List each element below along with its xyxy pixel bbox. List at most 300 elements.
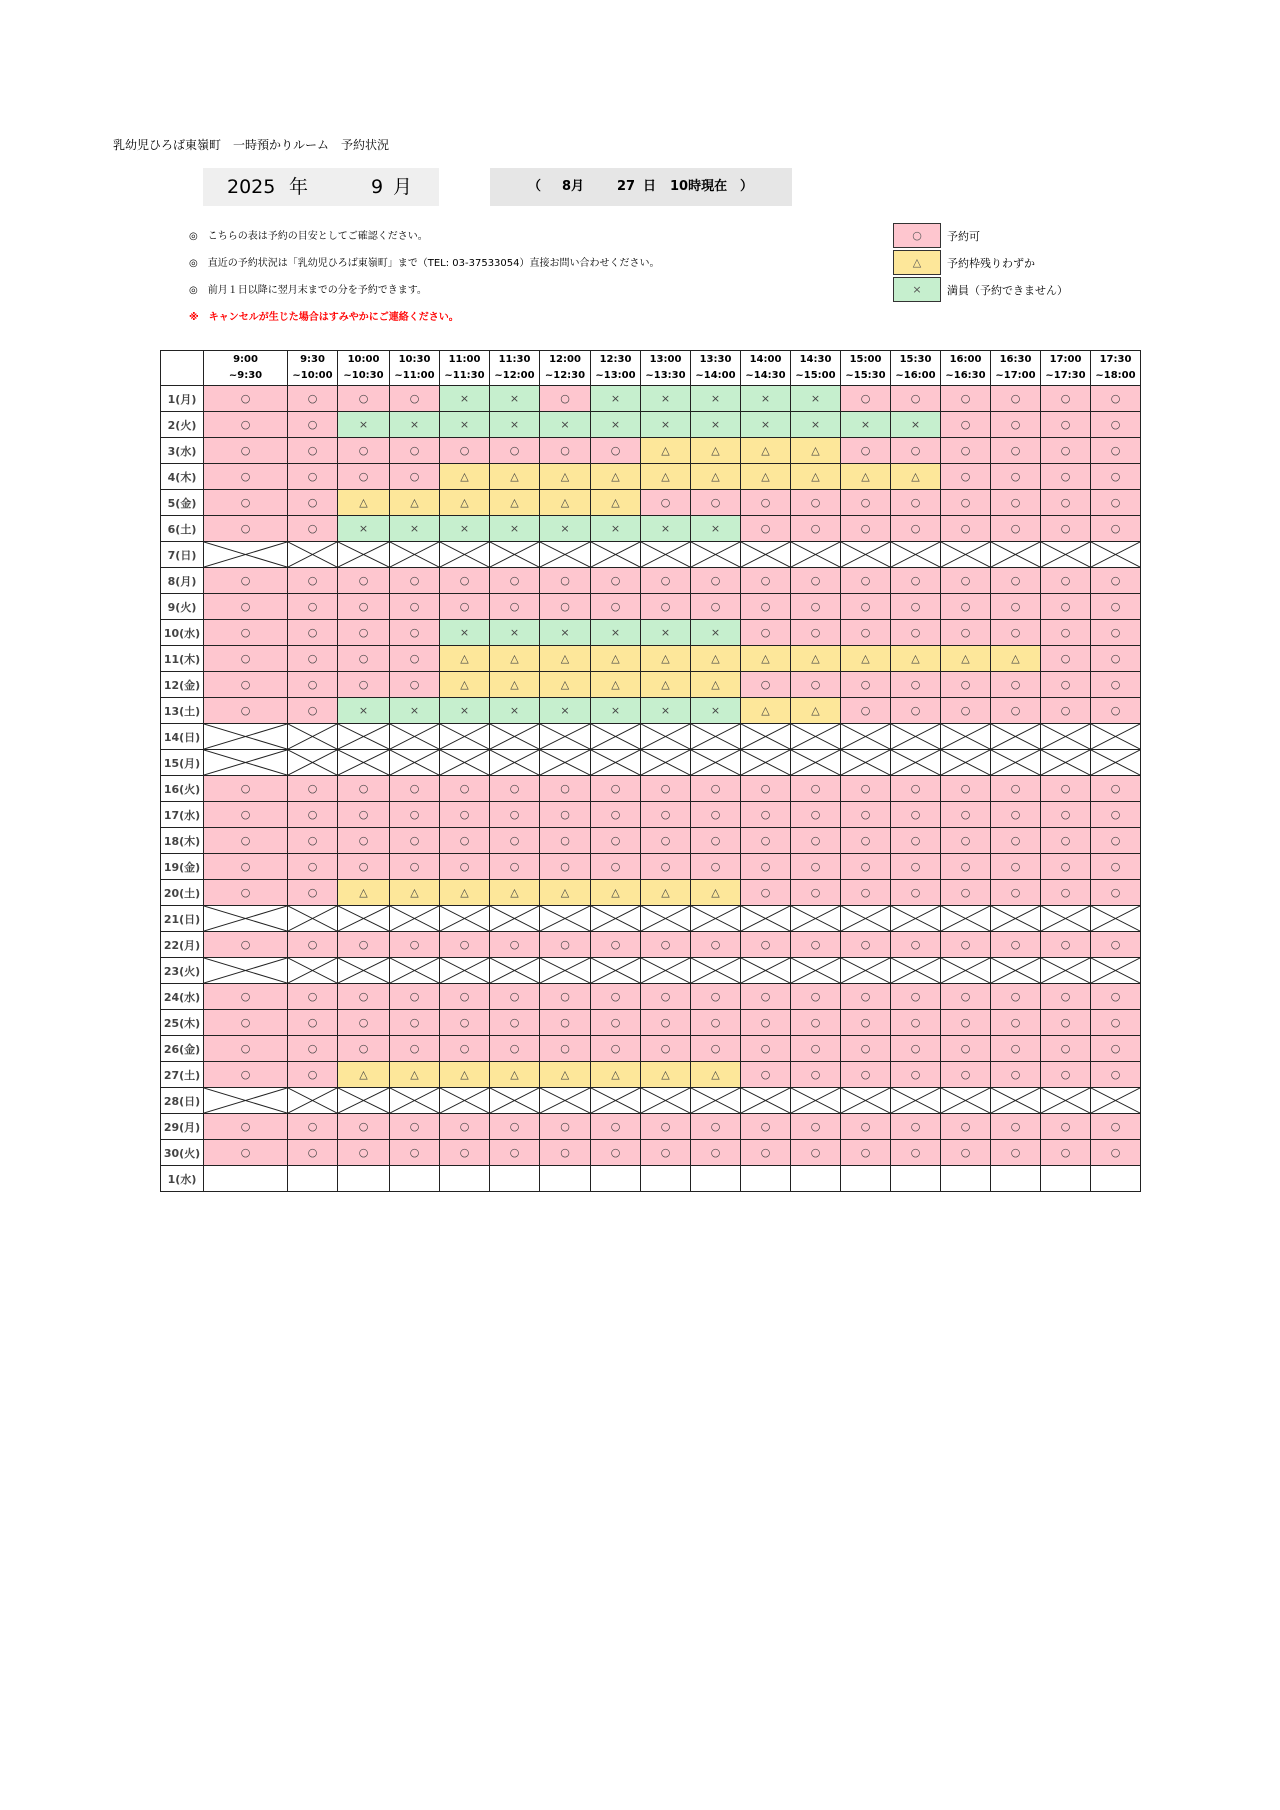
slot-full: ×: [691, 412, 741, 438]
slot-available: ○: [1091, 568, 1141, 594]
slot-available: ○: [841, 854, 891, 880]
slot-few-left: △: [540, 880, 591, 906]
closed-cross-icon: [204, 542, 287, 567]
slot-available: ○: [641, 776, 691, 802]
slot-available: ○: [288, 672, 338, 698]
slot-available: ○: [390, 1140, 440, 1166]
slot-closed: [691, 724, 741, 750]
closed-cross-icon: [591, 750, 640, 775]
slot-available: ○: [991, 386, 1041, 412]
closed-cross-icon: [204, 1088, 287, 1113]
slot-empty: [490, 1166, 540, 1192]
slot-available: ○: [204, 568, 288, 594]
slot-available: ○: [841, 672, 891, 698]
slot-available: ○: [1091, 880, 1141, 906]
legend-full: [893, 276, 1068, 303]
slot-available: ○: [991, 412, 1041, 438]
time-slot-start: 13:30: [699, 354, 732, 365]
slot-few-left: △: [691, 672, 741, 698]
slot-available: ○: [591, 854, 641, 880]
slot-closed: [490, 724, 540, 750]
slot-available: ○: [841, 594, 891, 620]
closed-cross-icon: [641, 724, 690, 749]
slot-available: ○: [741, 1036, 791, 1062]
slot-few-left: △: [641, 672, 691, 698]
table-row: [161, 1114, 1141, 1140]
slot-closed: [288, 542, 338, 568]
slot-available: ○: [741, 568, 791, 594]
slot-available: ○: [440, 594, 490, 620]
slot-empty: [1091, 1166, 1141, 1192]
slot-closed: [941, 906, 991, 932]
slot-available: ○: [991, 932, 1041, 958]
table-row: [161, 620, 1141, 646]
closed-cross-icon: [440, 724, 489, 749]
slot-available: ○: [1041, 594, 1091, 620]
slot-closed: [941, 958, 991, 984]
slot-available: ○: [390, 386, 440, 412]
slot-available: ○: [791, 776, 841, 802]
slot-available: ○: [741, 828, 791, 854]
slot-available: ○: [490, 984, 540, 1010]
table-row: [161, 386, 1141, 412]
slot-few-left: △: [941, 646, 991, 672]
slot-empty: [288, 1166, 338, 1192]
legend-label-available: 予約可: [947, 229, 980, 243]
slot-closed: [691, 750, 741, 776]
slot-full: ×: [390, 698, 440, 724]
time-slot-end: ~14:30: [745, 370, 786, 381]
slot-available: ○: [338, 672, 390, 698]
slot-available: ○: [591, 776, 641, 802]
month-value: 9: [371, 176, 384, 198]
slot-available: ○: [891, 620, 941, 646]
slot-closed: [941, 542, 991, 568]
slot-available: ○: [891, 386, 941, 412]
time-slot-header: [991, 351, 1041, 386]
slot-available: ○: [1041, 1010, 1091, 1036]
slot-closed: [490, 542, 540, 568]
slot-available: ○: [288, 516, 338, 542]
slot-available: ○: [741, 594, 791, 620]
slot-closed: [891, 958, 941, 984]
slot-available: ○: [540, 594, 591, 620]
slot-available: ○: [941, 1036, 991, 1062]
time-slot-end: ~13:30: [645, 370, 686, 381]
slot-empty: [338, 1166, 390, 1192]
closed-cross-icon: [591, 958, 640, 983]
slot-closed: [1041, 1088, 1091, 1114]
slot-available: ○: [991, 1114, 1041, 1140]
slot-closed: [891, 542, 941, 568]
slot-available: ○: [540, 932, 591, 958]
slot-available: ○: [288, 464, 338, 490]
slot-available: ○: [1041, 1114, 1091, 1140]
slot-few-left: △: [591, 1062, 641, 1088]
slot-empty: [1041, 1166, 1091, 1192]
slot-available: ○: [338, 568, 390, 594]
slot-available: ○: [1041, 932, 1091, 958]
slot-available: ○: [741, 984, 791, 1010]
table-row: [161, 906, 1141, 932]
slot-available: ○: [204, 464, 288, 490]
slot-available: ○: [941, 802, 991, 828]
slot-few-left: △: [791, 646, 841, 672]
slot-available: ○: [741, 516, 791, 542]
day-label: 4(木): [161, 464, 204, 490]
slot-available: ○: [941, 412, 991, 438]
time-slot-end: ~18:00: [1095, 370, 1136, 381]
slot-available: ○: [691, 594, 741, 620]
slot-few-left: △: [891, 464, 941, 490]
slot-available: ○: [941, 438, 991, 464]
slot-few-left: △: [741, 438, 791, 464]
time-slot-start: 16:30: [999, 354, 1032, 365]
slot-full: ×: [591, 620, 641, 646]
slot-closed: [490, 906, 540, 932]
slot-few-left: △: [540, 646, 591, 672]
closed-cross-icon: [288, 542, 337, 567]
slot-available: ○: [1091, 386, 1141, 412]
slot-available: ○: [440, 1036, 490, 1062]
slot-available: ○: [288, 984, 338, 1010]
slot-available: ○: [741, 490, 791, 516]
slot-available: ○: [288, 776, 338, 802]
slot-available: ○: [540, 828, 591, 854]
slot-available: ○: [941, 698, 991, 724]
table-row: [161, 984, 1141, 1010]
closed-cross-icon: [204, 750, 287, 775]
slot-available: ○: [288, 802, 338, 828]
closed-cross-icon: [440, 1088, 489, 1113]
slot-available: ○: [791, 828, 841, 854]
slot-available: ○: [540, 386, 591, 412]
slot-closed: [891, 724, 941, 750]
slot-few-left: △: [490, 1062, 540, 1088]
closed-cross-icon: [741, 750, 790, 775]
slot-available: ○: [440, 854, 490, 880]
slot-closed: [288, 724, 338, 750]
slot-closed: [791, 542, 841, 568]
table-row: [161, 1088, 1141, 1114]
slot-few-left: △: [490, 646, 540, 672]
time-slot-header: [691, 351, 741, 386]
slot-closed: [1091, 750, 1141, 776]
slot-available: ○: [891, 672, 941, 698]
slot-closed: [540, 542, 591, 568]
legend: [893, 222, 1068, 303]
slot-closed: [591, 724, 641, 750]
slot-available: ○: [390, 932, 440, 958]
slot-available: ○: [288, 594, 338, 620]
slot-available: ○: [1091, 984, 1141, 1010]
slot-available: ○: [1041, 620, 1091, 646]
slot-closed: [540, 724, 591, 750]
slot-available: ○: [288, 854, 338, 880]
closed-cross-icon: [540, 750, 590, 775]
table-row: [161, 698, 1141, 724]
slot-full: ×: [791, 412, 841, 438]
slot-available: ○: [841, 1140, 891, 1166]
time-slot-start: 14:30: [799, 354, 832, 365]
slot-closed: [1091, 906, 1141, 932]
slot-closed: [440, 724, 490, 750]
slot-available: ○: [1091, 490, 1141, 516]
time-slot-start: 9:30: [300, 354, 325, 365]
slot-closed: [991, 1088, 1041, 1114]
slot-closed: [440, 542, 490, 568]
slot-closed: [841, 958, 891, 984]
slot-available: ○: [1091, 776, 1141, 802]
slot-available: ○: [991, 1036, 1041, 1062]
closed-cross-icon: [204, 906, 287, 931]
slot-available: ○: [204, 698, 288, 724]
slot-available: ○: [991, 438, 1041, 464]
table-row: [161, 724, 1141, 750]
slot-closed: [540, 1088, 591, 1114]
slot-full: ×: [540, 698, 591, 724]
closed-cross-icon: [1091, 750, 1140, 775]
slot-available: ○: [791, 1062, 841, 1088]
slot-available: ○: [941, 516, 991, 542]
slot-closed: [1091, 542, 1141, 568]
slot-closed: [591, 958, 641, 984]
time-slot-end: ~12:00: [494, 370, 535, 381]
slot-few-left: △: [540, 464, 591, 490]
slot-available: ○: [941, 1114, 991, 1140]
slot-few-left: △: [841, 464, 891, 490]
slot-available: ○: [691, 1036, 741, 1062]
slot-available: ○: [204, 412, 288, 438]
slot-available: ○: [338, 776, 390, 802]
slot-available: ○: [1041, 880, 1091, 906]
note-booking-period: ◎ 前月１日以降に翌月末までの分を予約できます。: [189, 285, 427, 296]
slot-full: ×: [591, 516, 641, 542]
slot-few-left: △: [641, 880, 691, 906]
notes: [189, 230, 660, 338]
slot-few-left: △: [791, 698, 841, 724]
closed-cross-icon: [741, 958, 790, 983]
slot-available: ○: [288, 698, 338, 724]
slot-available: ○: [1041, 464, 1091, 490]
slot-full: ×: [741, 412, 791, 438]
slot-available: ○: [991, 594, 1041, 620]
table-row: [161, 1062, 1141, 1088]
slot-available: ○: [490, 802, 540, 828]
slot-available: ○: [1091, 646, 1141, 672]
slot-available: ○: [591, 438, 641, 464]
slot-available: ○: [941, 854, 991, 880]
slot-available: ○: [891, 802, 941, 828]
slot-closed: [841, 542, 891, 568]
closed-cross-icon: [1041, 958, 1090, 983]
slot-available: ○: [741, 932, 791, 958]
slot-closed: [338, 542, 390, 568]
slot-available: ○: [741, 620, 791, 646]
slot-available: ○: [941, 1140, 991, 1166]
slot-closed: [338, 750, 390, 776]
slot-available: ○: [204, 386, 288, 412]
slot-available: ○: [204, 802, 288, 828]
slot-available: ○: [204, 490, 288, 516]
slot-available: ○: [390, 828, 440, 854]
slot-few-left: △: [591, 464, 641, 490]
closed-cross-icon: [591, 724, 640, 749]
time-slot-start: 10:30: [398, 354, 431, 365]
slot-available: ○: [641, 594, 691, 620]
slot-few-left: △: [641, 646, 691, 672]
time-slot-end: ~15:00: [795, 370, 836, 381]
slot-available: ○: [591, 802, 641, 828]
time-slot-header: [791, 351, 841, 386]
slot-available: ○: [841, 932, 891, 958]
slot-available: ○: [204, 1140, 288, 1166]
note-contact: ◎ 直近の予約状況は「乳幼児ひろば東嶺町」まで（TEL: 03-37533054）直接お問い合わせください。: [189, 258, 660, 269]
slot-available: ○: [490, 438, 540, 464]
closed-cross-icon: [338, 724, 389, 749]
legend-swatch-available: ○: [893, 223, 941, 248]
day-label: 5(金): [161, 490, 204, 516]
closed-cross-icon: [741, 542, 790, 567]
closed-cross-icon: [440, 542, 489, 567]
slot-available: ○: [841, 516, 891, 542]
slot-available: ○: [991, 984, 1041, 1010]
slot-available: ○: [791, 620, 841, 646]
slot-closed: [741, 750, 791, 776]
slot-available: ○: [390, 776, 440, 802]
day-label: 9(火): [161, 594, 204, 620]
closed-cross-icon: [490, 750, 539, 775]
slot-available: ○: [941, 672, 991, 698]
legend-label-full: 満員（予約できません）: [947, 283, 1068, 297]
time-slot-start: 15:30: [899, 354, 932, 365]
slot-closed: [841, 724, 891, 750]
closed-cross-icon: [288, 750, 337, 775]
slot-available: ○: [1091, 672, 1141, 698]
table-row: [161, 412, 1141, 438]
closed-cross-icon: [991, 750, 1040, 775]
slot-available: ○: [1091, 698, 1141, 724]
as-of-open-paren: （: [528, 179, 542, 194]
slot-available: ○: [841, 1010, 891, 1036]
slot-available: ○: [991, 854, 1041, 880]
closed-cross-icon: [490, 958, 539, 983]
slot-available: ○: [941, 568, 991, 594]
slot-available: ○: [338, 646, 390, 672]
closed-cross-icon: [791, 750, 840, 775]
closed-cross-icon: [338, 1088, 389, 1113]
slot-full: ×: [591, 698, 641, 724]
slot-closed: [390, 542, 440, 568]
slot-full: ×: [591, 386, 641, 412]
slot-closed: [741, 542, 791, 568]
slot-closed: [338, 724, 390, 750]
slot-available: ○: [440, 828, 490, 854]
slot-empty: [741, 1166, 791, 1192]
time-slot-header: [440, 351, 490, 386]
slot-available: ○: [641, 490, 691, 516]
table-row: [161, 464, 1141, 490]
closed-cross-icon: [891, 958, 940, 983]
slot-closed: [891, 1088, 941, 1114]
closed-cross-icon: [490, 724, 539, 749]
slot-few-left: △: [540, 672, 591, 698]
slot-closed: [591, 1088, 641, 1114]
closed-cross-icon: [338, 750, 389, 775]
slot-available: ○: [490, 828, 540, 854]
slot-available: ○: [991, 802, 1041, 828]
table-row: [161, 594, 1141, 620]
time-slot-header: [841, 351, 891, 386]
slot-closed: [1091, 958, 1141, 984]
slot-available: ○: [204, 646, 288, 672]
slot-closed: [691, 1088, 741, 1114]
table-row: [161, 802, 1141, 828]
slot-closed: [338, 1088, 390, 1114]
slot-few-left: △: [440, 672, 490, 698]
time-slot-start: 13:00: [649, 354, 682, 365]
slot-available: ○: [1041, 1036, 1091, 1062]
time-slot-header: [941, 351, 991, 386]
slot-closed: [490, 958, 540, 984]
slot-full: ×: [440, 386, 490, 412]
slot-available: ○: [991, 698, 1041, 724]
time-slot-start: 15:00: [849, 354, 882, 365]
closed-cross-icon: [490, 906, 539, 931]
slot-available: ○: [1041, 646, 1091, 672]
slot-closed: [791, 906, 841, 932]
slot-full: ×: [490, 386, 540, 412]
slot-available: ○: [941, 386, 991, 412]
closed-cross-icon: [691, 958, 740, 983]
slot-available: ○: [390, 594, 440, 620]
year-unit: 年: [289, 176, 309, 198]
closed-cross-icon: [741, 906, 790, 931]
slot-full: ×: [641, 516, 691, 542]
schedule-body: [161, 386, 1141, 1192]
time-slot-header: [1091, 351, 1141, 386]
closed-cross-icon: [440, 750, 489, 775]
time-slot-header: [540, 351, 591, 386]
time-slot-start: 11:30: [498, 354, 531, 365]
closed-cross-icon: [540, 724, 590, 749]
slot-empty: [791, 1166, 841, 1192]
slot-available: ○: [641, 802, 691, 828]
slot-closed: [440, 958, 490, 984]
slot-closed: [841, 906, 891, 932]
slot-available: ○: [941, 1062, 991, 1088]
slot-available: ○: [941, 880, 991, 906]
slot-available: ○: [338, 854, 390, 880]
slot-closed: [1041, 724, 1091, 750]
slot-available: ○: [841, 490, 891, 516]
table-row: [161, 1166, 1141, 1192]
day-label: 21(日): [161, 906, 204, 932]
slot-available: ○: [791, 984, 841, 1010]
closed-cross-icon: [490, 542, 539, 567]
time-slot-end: ~17:30: [1045, 370, 1086, 381]
slot-available: ○: [540, 854, 591, 880]
table-row: [161, 542, 1141, 568]
time-slot-end: ~16:30: [945, 370, 986, 381]
slot-few-left: △: [440, 490, 490, 516]
closed-cross-icon: [841, 750, 890, 775]
closed-cross-icon: [540, 542, 590, 567]
slot-closed: [641, 1088, 691, 1114]
slot-closed: [841, 1088, 891, 1114]
slot-empty: [991, 1166, 1041, 1192]
slot-available: ○: [991, 620, 1041, 646]
